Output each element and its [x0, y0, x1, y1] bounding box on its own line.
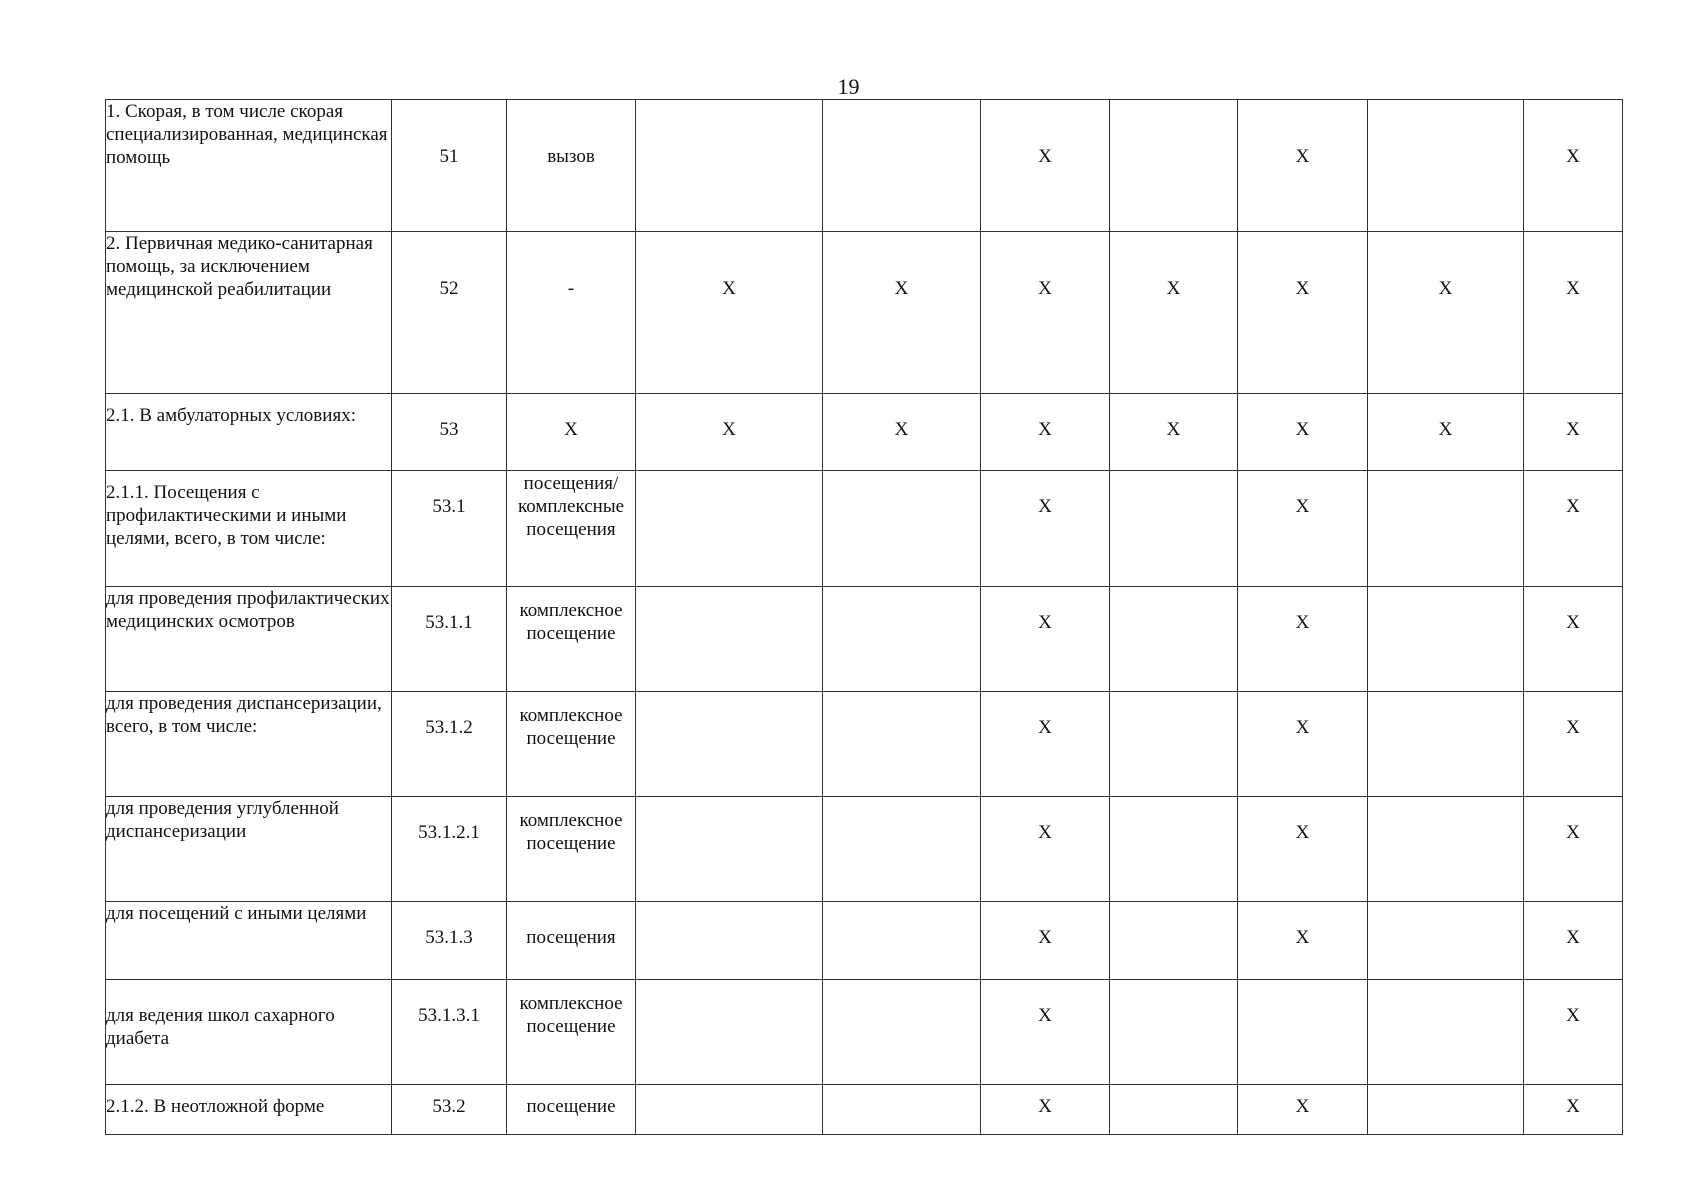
row-value-cell: X — [1524, 797, 1623, 902]
row-value-cell: X — [823, 232, 981, 394]
row-value-cell — [1368, 902, 1524, 980]
table-row — [106, 980, 1623, 1085]
row-unit-cell: комплексное посещение — [507, 980, 636, 1085]
row-code-cell: 53 — [392, 394, 507, 471]
row-value-cell — [636, 980, 823, 1085]
row-value-cell: X — [1238, 587, 1368, 692]
row-value-cell — [823, 100, 981, 232]
row-value-cell: X — [1524, 1085, 1623, 1135]
row-code-cell: 53.1.2 — [392, 692, 507, 797]
table-row — [106, 692, 1623, 797]
table-row — [106, 394, 1623, 471]
row-value-cell: X — [1110, 232, 1238, 394]
row-value-cell: X — [1524, 587, 1623, 692]
row-value-cell: X — [1238, 232, 1368, 394]
row-value-cell — [1110, 797, 1238, 902]
row-value-cell — [823, 587, 981, 692]
table-row — [106, 902, 1623, 980]
row-value-cell: X — [1368, 394, 1524, 471]
row-value-cell — [636, 471, 823, 587]
row-value-cell — [636, 692, 823, 797]
row-value-cell — [1368, 587, 1524, 692]
row-value-cell: X — [981, 471, 1110, 587]
row-value-cell: X — [1238, 100, 1368, 232]
row-value-cell — [636, 1085, 823, 1135]
row-name-cell: 1. Скорая, в том числе скорая специализированная, медицинская помощь — [106, 100, 392, 232]
table-row — [106, 232, 1623, 394]
table-row — [106, 587, 1623, 692]
row-unit-cell: посещения — [507, 902, 636, 980]
table-row — [106, 1085, 1623, 1135]
row-value-cell — [1368, 980, 1524, 1085]
row-unit-cell: посещение — [507, 1085, 636, 1135]
table-row — [106, 100, 1623, 232]
row-value-cell — [636, 100, 823, 232]
row-value-cell: X — [1238, 902, 1368, 980]
row-value-cell — [1238, 980, 1368, 1085]
row-name-cell: для посещений с иными целями — [106, 902, 392, 980]
row-value-cell — [823, 980, 981, 1085]
row-code-cell: 53.1.1 — [392, 587, 507, 692]
row-code-cell: 53.1 — [392, 471, 507, 587]
row-value-cell: X — [1110, 394, 1238, 471]
row-value-cell: X — [981, 797, 1110, 902]
row-value-cell — [823, 902, 981, 980]
row-value-cell — [823, 692, 981, 797]
row-unit-cell: комплексное посещение — [507, 587, 636, 692]
row-value-cell — [823, 471, 981, 587]
row-value-cell: X — [636, 232, 823, 394]
row-value-cell: X — [1238, 797, 1368, 902]
row-value-cell: X — [981, 587, 1110, 692]
row-value-cell — [1368, 797, 1524, 902]
row-value-cell — [636, 902, 823, 980]
row-value-cell — [636, 797, 823, 902]
row-value-cell — [1368, 692, 1524, 797]
row-code-cell: 51 — [392, 100, 507, 232]
row-unit-cell: - — [507, 232, 636, 394]
row-value-cell: X — [1238, 471, 1368, 587]
data-table — [105, 99, 1623, 1135]
row-name-cell: 2. Первичная медико-санитарная помощь, за исключением медицинской реабилитации — [106, 232, 392, 394]
row-value-cell: X — [981, 692, 1110, 797]
row-value-cell — [1110, 100, 1238, 232]
row-value-cell — [1368, 471, 1524, 587]
row-value-cell: X — [1524, 100, 1623, 232]
row-value-cell: X — [981, 100, 1110, 232]
row-value-cell: X — [981, 1085, 1110, 1135]
row-name-cell: для проведения углубленной диспансеризации — [106, 797, 392, 902]
row-value-cell — [823, 1085, 981, 1135]
row-name-cell: 2.1. В амбулаторных условиях: — [106, 394, 392, 471]
table-body — [106, 100, 1623, 1135]
row-value-cell: X — [981, 902, 1110, 980]
row-name-cell: для ведения школ сахарного диабета — [106, 980, 392, 1085]
row-name-cell: 2.1.1. Посещения с профилактическими и иными целями, всего, в том числе: — [106, 471, 392, 587]
row-value-cell — [1110, 1085, 1238, 1135]
row-value-cell: X — [1524, 394, 1623, 471]
row-value-cell: X — [1238, 394, 1368, 471]
row-value-cell — [636, 587, 823, 692]
row-code-cell: 53.1.2.1 — [392, 797, 507, 902]
row-code-cell: 53.2 — [392, 1085, 507, 1135]
row-value-cell — [1110, 692, 1238, 797]
row-unit-cell: комплексное посещение — [507, 692, 636, 797]
row-value-cell: X — [1238, 1085, 1368, 1135]
row-value-cell: X — [1238, 692, 1368, 797]
row-value-cell: X — [1524, 902, 1623, 980]
row-name-cell: 2.1.2. В неотложной форме — [106, 1085, 392, 1135]
row-value-cell: X — [1524, 692, 1623, 797]
row-value-cell — [1110, 587, 1238, 692]
row-value-cell: X — [1524, 471, 1623, 587]
row-value-cell — [1110, 471, 1238, 587]
page-number: 19 — [837, 74, 860, 99]
row-unit-cell: X — [507, 394, 636, 471]
row-unit-cell: посещения/ комплексные посещения — [507, 471, 636, 587]
table-row — [106, 797, 1623, 902]
row-code-cell: 52 — [392, 232, 507, 394]
table-row — [106, 471, 1623, 587]
row-value-cell: X — [1524, 232, 1623, 394]
row-value-cell — [1110, 980, 1238, 1085]
row-value-cell: X — [1524, 980, 1623, 1085]
row-code-cell: 53.1.3 — [392, 902, 507, 980]
row-name-cell: для проведения диспансеризации, всего, в том числе: — [106, 692, 392, 797]
row-unit-cell: вызов — [507, 100, 636, 232]
row-value-cell — [823, 797, 981, 902]
row-value-cell — [1368, 1085, 1524, 1135]
row-name-cell: для проведения профилактических медицинских осмотров — [106, 587, 392, 692]
row-code-cell: 53.1.3.1 — [392, 980, 507, 1085]
row-value-cell: X — [1368, 232, 1524, 394]
row-value-cell: X — [981, 232, 1110, 394]
row-value-cell: X — [981, 394, 1110, 471]
row-value-cell: X — [823, 394, 981, 471]
row-value-cell — [1110, 902, 1238, 980]
row-value-cell — [1368, 100, 1524, 232]
row-value-cell: X — [981, 980, 1110, 1085]
row-unit-cell: комплексное посещение — [507, 797, 636, 902]
row-value-cell: X — [636, 394, 823, 471]
